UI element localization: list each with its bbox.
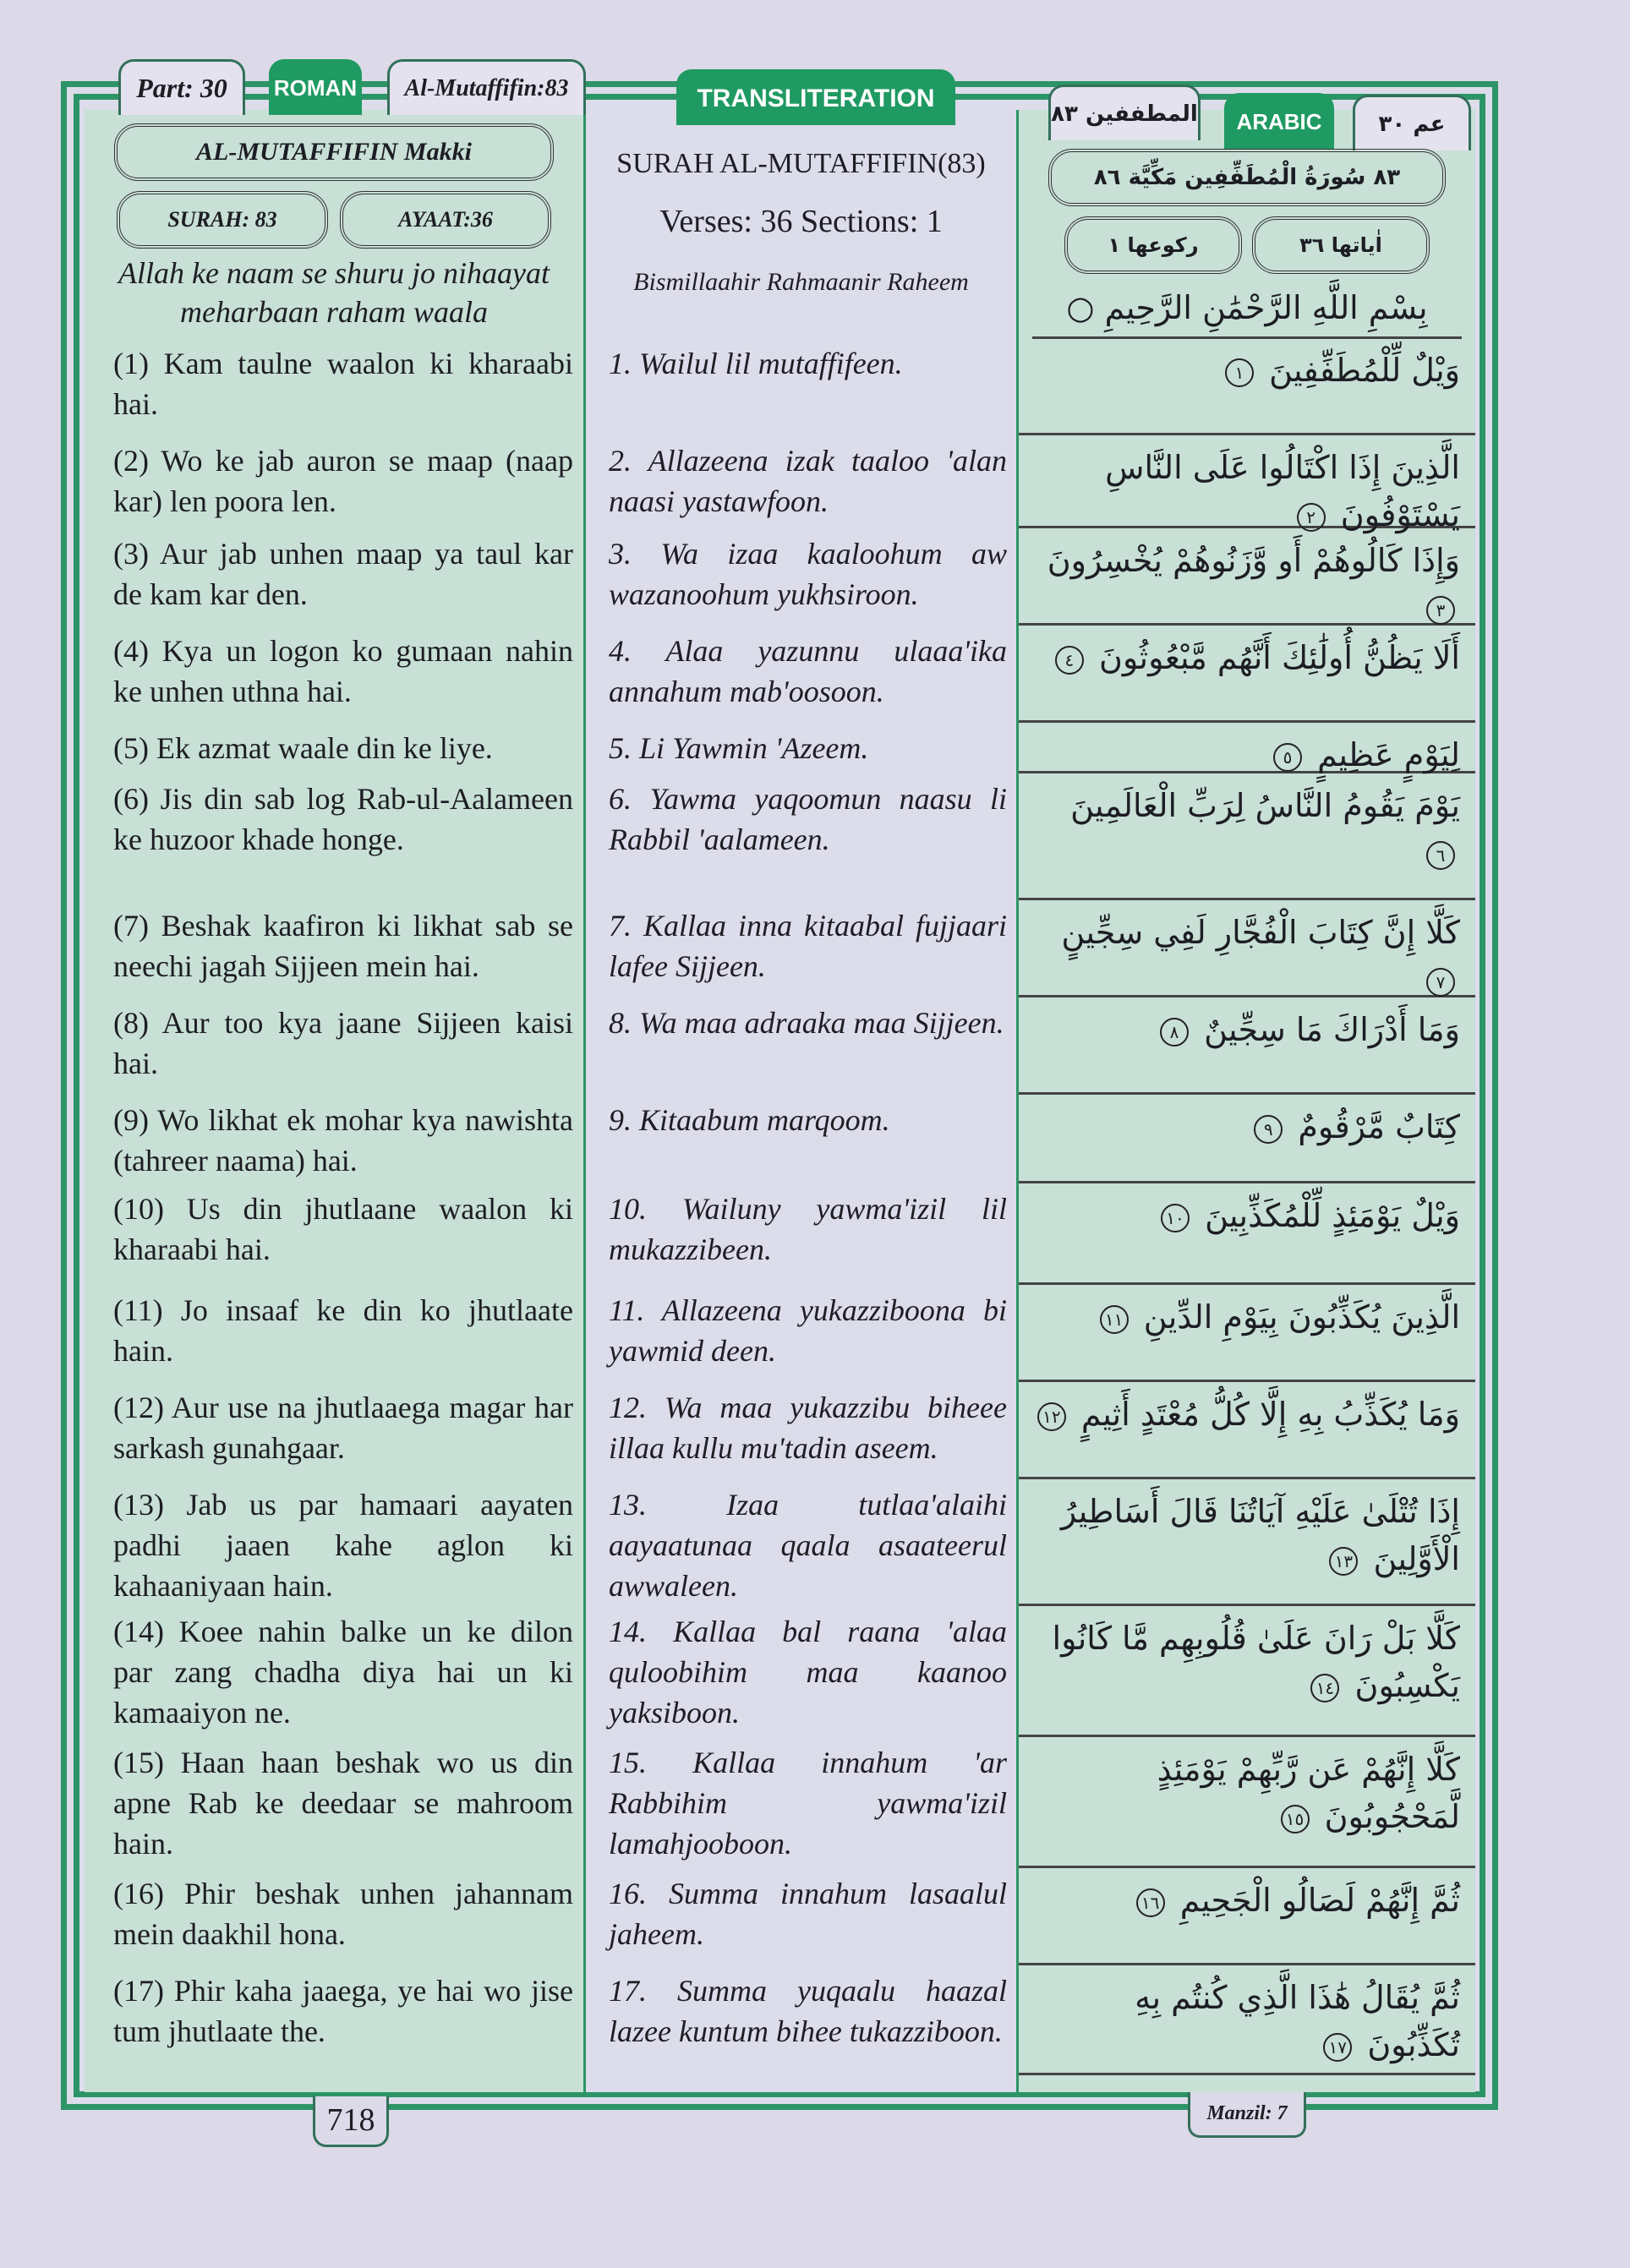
arabic-verse	[1019, 723, 1475, 773]
arabic-verse	[1019, 997, 1475, 1095]
roman-verse: (9) Wo likhat ek mohar kya nawishta (tahreer naama) hai.	[113, 1103, 573, 1178]
verse-number-marker: ١٦	[1136, 1888, 1165, 1917]
verse-number-marker: ١٥	[1281, 1805, 1310, 1834]
roman-verse: (6) Jis din sab log Rab-ul-Aalameen ke huzoor khade honge.	[113, 782, 573, 856]
manzil-label: Manzil: 7	[1188, 2092, 1306, 2138]
verse-number-marker: ١٤	[1310, 1674, 1339, 1702]
arabic-verse-text: يَوْمَ يَقُومُ النَّاسُ لِرَبِّ الْعَالَمِينَ	[1070, 787, 1460, 824]
translit-verse: 14. Kallaa bal raana 'alaa quloobihim maa kaanoo yaksiboon.	[609, 1615, 1007, 1730]
verse-number-marker: ٩	[1254, 1115, 1283, 1144]
arabic-verse-text: وَيْلٌ لِّلْمُطَفِّفِينَ	[1269, 352, 1460, 389]
verse-number-marker: ١	[1225, 358, 1254, 387]
arabic-verse	[1019, 1737, 1475, 1868]
verse-number-marker: ٥	[1273, 743, 1302, 772]
arabic-verse	[1019, 900, 1475, 997]
arabic-part-tab: عم ٣٠	[1353, 95, 1471, 150]
arabic-verse	[1019, 1095, 1475, 1183]
arabic-verse-text: لِيَوْمٍ عَظِيمٍ	[1317, 736, 1460, 773]
part-tab: Part: 30	[118, 59, 245, 115]
translit-verse: 6. Yawma yaqoomun naasu li Rabbil 'aalameen.	[609, 782, 1007, 856]
roman-verse: (16) Phir beshak unhen jahannam mein daakhil hona.	[113, 1877, 573, 1951]
translit-verse: 5. Li Yawmin 'Azeem.	[609, 731, 869, 765]
roman-surah-number: SURAH: 83	[117, 191, 328, 249]
roman-verse: (8) Aur too kya jaane Sijjeen kaisi hai.	[113, 1006, 573, 1080]
arabic-verse-text: ثُمَّ يُقَالُ هَٰذَا الَّذِي كُنتُم بِهِ تُكَذِّبُونَ	[1135, 1979, 1460, 2063]
arabic-verse	[1019, 773, 1475, 900]
arabic-verse	[1019, 435, 1475, 533]
translit-verses-info: Verses: 36 Sections: 1	[659, 204, 943, 239]
roman-verse: (2) Wo ke jab auron se maap (naap kar) len poora len.	[113, 444, 573, 518]
roman-verse: (5) Ek azmat waale din ke liye.	[113, 731, 493, 765]
verse-number-marker: ٢	[1297, 503, 1326, 532]
arabic-verse-text: إِذَا تُتْلَىٰ عَلَيْهِ آيَاتُنَا قَالَ أَسَاطِيرُ الْأَوَّلِينَ	[1060, 1493, 1460, 1577]
translit-verse: 3. Wa izaa kaaloohum aw wazanoohum yukhsiroon.	[609, 537, 1007, 611]
translit-title: SURAH AL-MUTAFFIFIN(83)	[616, 148, 986, 179]
arabic-surah-title: ٨٣ سُورَةُ الْمُطَفِّفِين مَكِّيَّة ٨٦	[1048, 149, 1446, 206]
verse-number-marker: ٦	[1426, 841, 1455, 870]
arabic-verse	[1019, 1965, 1475, 2075]
arabic-verse	[1019, 1285, 1475, 1382]
verse-number-marker: ١٧	[1323, 2033, 1352, 2062]
roman-verse: (15) Haan haan beshak wo us din apne Rab ke deedaar se mahroom hain.	[113, 1746, 573, 1861]
roman-verse: (12) Aur use na jhutlaaega magar har sarkash gunahgaar.	[113, 1391, 573, 1465]
arabic-tab: ARABIC	[1224, 93, 1334, 149]
translit-verse: 4. Alaa yazunnu ulaaa'ika annahum mab'oosoon.	[609, 634, 1007, 708]
roman-verse: (14) Koee nahin balke un ke dilon par zang chadha diya hai un ki kamaaiyon ne.	[113, 1615, 573, 1730]
verse-grid	[85, 110, 1475, 2092]
translit-bismillah: Bismillaahir Rahmaanir Raheem	[633, 268, 969, 296]
arabic-verse-text: الَّذِينَ يُكَذِّبُونَ بِيَوْمِ الدِّينِ	[1143, 1298, 1460, 1336]
arabic-verse-text: وَإِذَا كَالُوهُمْ أَو وَّزَنُوهُمْ يُخْسِرُونَ	[1047, 542, 1460, 579]
roman-verse: (3) Aur jab unhen maap ya taul kar de kam kar den.	[113, 537, 573, 611]
arabic-verse-text: كَلَّا إِنَّ كِتَابَ الْفُجَّارِ لَفِي سِجِّينٍ	[1061, 914, 1460, 951]
roman-verse: (1) Kam taulne waalon ki kharaabi hai.	[113, 347, 573, 421]
roman-surah-title: AL-MUTAFFIFIN Makki	[114, 123, 554, 181]
verse-number-marker: ١٣	[1329, 1547, 1358, 1576]
translit-verse: 11. Allazeena yukazziboona bi yawmid deen.	[609, 1293, 1007, 1368]
arabic-verse-text: كَلَّا إِنَّهُمْ عَن رَّبِّهِمْ يَوْمَئِذٍ لَّمَحْجُوبُونَ	[1157, 1751, 1460, 1835]
translit-verse: 8. Wa maa adraaka maa Sijjeen.	[609, 1006, 1004, 1040]
translit-verse: 10. Wailuny yawma'izil lil mukazzibeen.	[609, 1192, 1007, 1266]
roman-header	[85, 110, 583, 338]
translit-verse: 15. Kallaa innahum 'ar Rabbihim yawma'izil lamahjooboon.	[609, 1746, 1007, 1861]
translit-verse: 17. Summa yuqaalu haazal lazee kuntum bihee tukazziboon.	[609, 1974, 1007, 2048]
translit-verse: 12. Wa maa yukazzibu biheee illaa kullu mu'tadin aseem.	[609, 1391, 1007, 1465]
roman-verse: (13) Jab us par hamaari aayaten padhi jaaen kahe aglon ki kahaaniyaan hain.	[113, 1488, 573, 1603]
arabic-verse-text: أَلَا يَظُنُّ أُولَٰئِكَ أَنَّهُم مَّبْعُوثُونَ	[1098, 639, 1460, 676]
arabic-verse-text: وَمَا أَدْرَاكَ مَا سِجِّينٌ	[1204, 1011, 1460, 1048]
arabic-bismillah: بِسْمِ اللَّهِ الرَّحْمَٰنِ الرَّحِيمِ ○	[1032, 279, 1462, 339]
verse-number-marker: ٧	[1426, 968, 1455, 997]
verse-number-marker: ١٢	[1037, 1402, 1066, 1431]
arabic-header	[1019, 110, 1475, 338]
translit-verse: 16. Summa innahum lasaalul jaheem.	[609, 1877, 1007, 1951]
arabic-verse-text: الَّذِينَ إِذَا اكْتَالُوا عَلَى النَّاسِ يَسْتَوْفُونَ	[1105, 449, 1460, 533]
page-number: 718	[313, 2096, 389, 2147]
translit-verse: 2. Allazeena izak taaloo 'alan naasi yastawfoon.	[609, 444, 1007, 518]
translit-verse: 9. Kitaabum marqoom.	[609, 1103, 890, 1137]
verse-number-marker: ١١	[1100, 1305, 1129, 1334]
surah-tab: Al-Mutaffifin:83	[387, 59, 586, 115]
verse-number-marker: ٨	[1160, 1018, 1189, 1047]
verse-number-marker: ٣	[1426, 596, 1455, 625]
arabic-verse	[1019, 528, 1475, 626]
translit-verse: 7. Kallaa inna kitaabal fujjaari lafee Sijjeen.	[609, 909, 1007, 983]
roman-verse: (10) Us din jhutlaane waalon ki kharaabi hai.	[113, 1192, 573, 1266]
translit-verse: 1. Wailul lil mutaffifeen.	[609, 347, 903, 380]
roman-verse: (11) Jo insaaf ke din ko jhutlaate hain.	[113, 1293, 573, 1368]
arabic-verse-text: كَلَّا بَلْ رَانَ عَلَىٰ قُلُوبِهِم مَّا كَانُوا يَكْسِبُونَ	[1052, 1620, 1460, 1704]
roman-tab: ROMAN	[269, 59, 362, 115]
arabic-rukus-count: ركوعها ١	[1064, 216, 1242, 274]
arabic-verse	[1019, 1868, 1475, 1965]
arabic-verse-text: ثُمَّ إِنَّهُمْ لَصَالُو الْجَحِيمِ	[1179, 1882, 1460, 1919]
arabic-verse-text: وَيْلٌ يَوْمَئِذٍ لِّلْمُكَذِّبِينَ	[1205, 1197, 1460, 1234]
arabic-verse-text: وَمَا يُكَذِّبُ بِهِ إِلَّا كُلُّ مُعْتَدٍ أَثِيمٍ	[1080, 1396, 1460, 1433]
arabic-surah-tab: المطففين ٨٣	[1048, 85, 1201, 140]
arabic-ayaat-count: اٰياتها ٣٦	[1252, 216, 1430, 274]
arabic-verse	[1019, 626, 1475, 723]
arabic-verse	[1019, 1606, 1475, 1737]
verse-number-marker: ٤	[1055, 646, 1084, 675]
roman-verse: (17) Phir kaha jaaega, ye hai wo jise tum jhutlaate the.	[113, 1974, 573, 2048]
transliteration-tab: TRANSLITERATION	[676, 69, 955, 125]
arabic-verse	[1019, 1479, 1475, 1606]
arabic-verse	[1019, 1382, 1475, 1479]
arabic-verse	[1019, 338, 1475, 435]
translit-verse: 13. Izaa tutlaa'alaihi aayaatunaa qaala asaateerul awwaleen.	[609, 1488, 1007, 1603]
verse-number-marker: ١٠	[1161, 1204, 1190, 1232]
roman-verse: (4) Kya un logon ko gumaan nahin ke unhen uthna hai.	[113, 634, 573, 708]
roman-ayaat-count: AYAAT:36	[340, 191, 551, 249]
arabic-verse	[1019, 1183, 1475, 1285]
roman-bismillah: Allah ke naam se shuru jo nihaayat meharbaan raham waala	[118, 256, 550, 329]
roman-verse: (7) Beshak kaafiron ki likhat sab se neechi jagah Sijjeen mein hai.	[113, 909, 573, 983]
arabic-verse-text: كِتَابٌ مَّرْقُومٌ	[1298, 1108, 1460, 1145]
translit-header	[583, 110, 1019, 338]
